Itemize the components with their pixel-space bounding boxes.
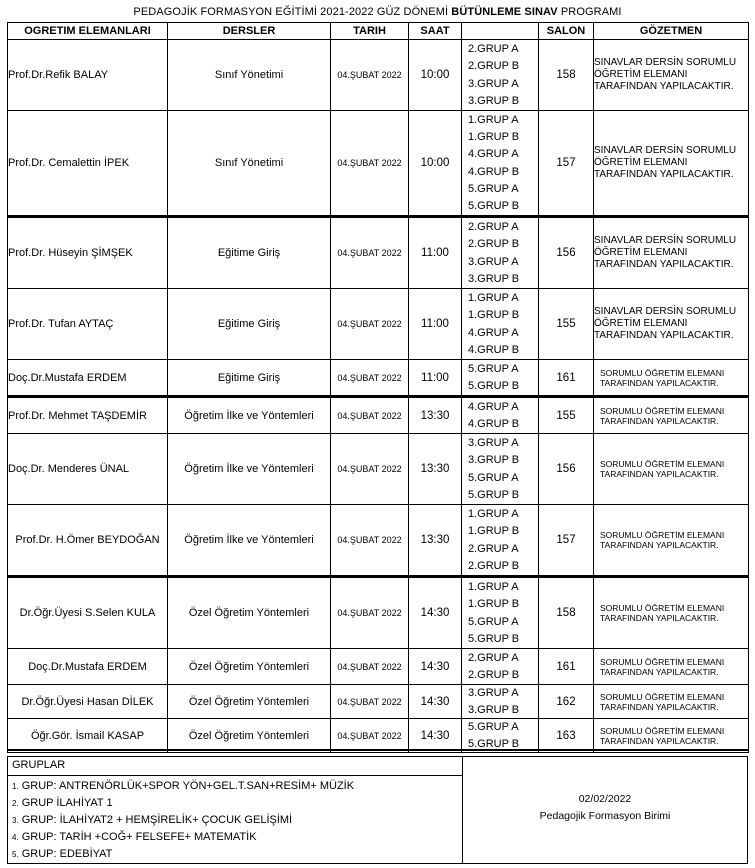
group-list <box>462 577 539 649</box>
table-row <box>8 111 749 217</box>
legend-item-number: 5. <box>12 850 19 859</box>
title-prefix: PEDAGOJİK FORMASYON EĞİTİMİ 2021-2022 GÜZ DÖNEMİ <box>133 6 449 18</box>
group-item: 5.GRUP A <box>468 362 519 375</box>
legend-item-text: GRUP: EDEBİYAT <box>18 848 113 860</box>
exam-room: 155 <box>539 397 594 434</box>
group-item: 2.GRUP A <box>468 542 519 555</box>
legend-unit: Pedagojik Formasyon Birimi <box>539 810 671 822</box>
table-header-row <box>8 23 749 40</box>
table-row <box>8 649 749 685</box>
course-name: Özel Öğretim Yöntemleri <box>168 649 331 685</box>
group-item: 2.GRUP B <box>468 669 520 682</box>
exam-room: 163 <box>539 719 594 753</box>
instructor-name: Doç.Dr.Mustafa ERDEM <box>8 360 168 397</box>
group-item: 2.GRUP B <box>468 60 520 73</box>
header-room: SALON <box>539 23 594 40</box>
group-item: 3.GRUP A <box>468 687 519 700</box>
group-item: 1.GRUP B <box>468 130 520 143</box>
proctor-note: SORUMLU ÖĞRETİM ELEMANI TARAFINDAN YAPILACAKTIR. <box>594 397 749 434</box>
group-item: 5.GRUP B <box>468 200 520 213</box>
course-name: Öğretim İlke ve Yöntemleri <box>168 505 331 577</box>
group-list <box>462 360 539 397</box>
exam-date: 04.ŞUBAT 2022 <box>331 649 409 685</box>
group-list <box>462 40 539 111</box>
course-name: Eğitime Giriş <box>168 289 331 360</box>
exam-room: 161 <box>539 360 594 397</box>
legend-item <box>12 846 354 863</box>
group-list-wrap <box>462 398 538 433</box>
exam-date: 04.ŞUBAT 2022 <box>331 111 409 217</box>
group-item: 2.GRUP A <box>468 651 519 664</box>
group-list <box>462 111 539 217</box>
exam-room: 157 <box>539 111 594 217</box>
proctor-note: SINAVLAR DERSİN SORUMLU ÖĞRETİM ELEMANI TARAFINDAN YAPILACAKTIR. <box>594 217 749 289</box>
group-item: 1.GRUP A <box>468 113 519 126</box>
group-list <box>462 649 539 685</box>
group-list-wrap <box>462 360 538 395</box>
exam-room: 162 <box>539 685 594 719</box>
group-item: 3.GRUP A <box>468 255 519 268</box>
group-item: 3.GRUP B <box>468 273 520 286</box>
instructor-name: Prof.Dr. Mehmet TAŞDEMİR <box>8 397 168 434</box>
group-item: 1.GRUP B <box>468 525 520 538</box>
legend-item-text: GRUP: ANTRENÖRLÜK+SPOR YÖN+GEL.T.SAN+RESİM+ MÜZİK <box>18 780 355 792</box>
exam-room: 156 <box>539 434 594 505</box>
legend-groups-panel <box>8 757 463 863</box>
page-title <box>0 6 755 18</box>
group-item: 5.GRUP B <box>468 380 520 393</box>
header-date: TARIH <box>331 23 409 40</box>
group-item: 5.GRUP A <box>468 471 519 484</box>
group-item: 4.GRUP B <box>468 344 520 357</box>
exam-date: 04.ŞUBAT 2022 <box>331 685 409 719</box>
group-item: 2.GRUP B <box>468 560 520 573</box>
exam-room: 157 <box>539 505 594 577</box>
group-item: 1.GRUP A <box>468 507 519 520</box>
legend-item-number: 3. <box>12 816 19 825</box>
exam-time: 13:30 <box>409 434 462 505</box>
group-list-wrap <box>462 578 538 648</box>
legend-item <box>12 795 354 812</box>
legend-title: GRUPLAR <box>12 759 66 771</box>
group-item: 3.GRUP A <box>468 77 519 90</box>
group-list <box>462 685 539 719</box>
exam-date: 04.ŞUBAT 2022 <box>331 505 409 577</box>
proctor-note: SORUMLU ÖĞRETİM ELEMANI TARAFINDAN YAPILACAKTIR. <box>594 434 749 505</box>
group-list-wrap <box>462 649 538 684</box>
exam-date: 04.ŞUBAT 2022 <box>331 360 409 397</box>
legend-item-number: 2. <box>12 799 19 808</box>
exam-time: 11:00 <box>409 289 462 360</box>
legend-item-text: GRUP: TARİH +COĞ+ FELSEFE+ MATEMATİK <box>18 831 257 843</box>
exam-date: 04.ŞUBAT 2022 <box>331 577 409 649</box>
course-name: Özel Öğretim Yöntemleri <box>168 577 331 649</box>
exam-room: 158 <box>539 40 594 111</box>
exam-room: 158 <box>539 577 594 649</box>
exam-schedule-table <box>7 22 749 753</box>
instructor-name: Dr.Öğr.Üyesi S.Selen KULA <box>8 577 168 649</box>
group-item: 1.GRUP A <box>468 291 519 304</box>
group-list <box>462 397 539 434</box>
group-list-wrap <box>462 719 538 752</box>
instructor-name: Prof.Dr. H.Ömer BEYDOĞAN <box>8 505 168 577</box>
group-item: 3.GRUP B <box>468 703 520 716</box>
title-suffix: PROGRAMI <box>560 6 622 18</box>
exam-room: 161 <box>539 649 594 685</box>
group-item: 1.GRUP B <box>468 309 520 322</box>
group-item: 1.GRUP A <box>468 580 519 593</box>
group-item: 5.GRUP B <box>468 489 520 502</box>
header-name: OGRETIM ELEMANLARI <box>8 23 168 40</box>
table-row <box>8 40 749 111</box>
exam-time: 10:00 <box>409 111 462 217</box>
instructor-name: Prof.Dr. Tufan AYTAÇ <box>8 289 168 360</box>
group-list <box>462 719 539 753</box>
legend-divider <box>8 775 462 776</box>
group-item: 5.GRUP A <box>468 721 519 734</box>
proctor-note: SORUMLU ÖĞRETİM ELEMANI TARAFINDAN YAPILACAKTIR. <box>594 505 749 577</box>
course-name: Eğitime Giriş <box>168 360 331 397</box>
group-list-wrap <box>462 505 538 575</box>
course-name: Özel Öğretim Yöntemleri <box>168 685 331 719</box>
exam-date: 04.ŞUBAT 2022 <box>331 719 409 753</box>
legend-item-number: 4. <box>12 833 19 842</box>
group-list-wrap <box>462 218 538 288</box>
group-item: 1.GRUP B <box>468 598 520 611</box>
group-item: 3.GRUP B <box>468 95 520 108</box>
exam-time: 10:00 <box>409 40 462 111</box>
exam-date: 04.ŞUBAT 2022 <box>331 434 409 505</box>
table-row <box>8 217 749 289</box>
course-name: Öğretim İlke ve Yöntemleri <box>168 397 331 434</box>
table-row <box>8 577 749 649</box>
group-list <box>462 434 539 505</box>
table-row <box>8 397 749 434</box>
exam-date: 04.ŞUBAT 2022 <box>331 217 409 289</box>
course-name: Sınıf Yönetimi <box>168 40 331 111</box>
legend-item <box>12 812 354 829</box>
proctor-note: SORUMLU ÖĞRETİM ELEMANI TARAFINDAN YAPILACAKTIR. <box>594 685 749 719</box>
exam-date: 04.ŞUBAT 2022 <box>331 40 409 111</box>
table-row <box>8 289 749 360</box>
table-row <box>8 685 749 719</box>
legend-items <box>12 778 354 863</box>
instructor-name: Prof.Dr. Cemalettin İPEK <box>8 111 168 217</box>
group-list-wrap <box>462 289 538 359</box>
group-item: 3.GRUP A <box>468 436 519 449</box>
instructor-name: Doç.Dr. Menderes ÜNAL <box>8 434 168 505</box>
exam-time: 14:30 <box>409 577 462 649</box>
group-list-wrap <box>462 40 538 110</box>
course-name: Özel Öğretim Yöntemleri <box>168 719 331 753</box>
title-bold: BÜTÜNLEME SINAV <box>451 6 558 18</box>
proctor-note: SORUMLU ÖĞRETİM ELEMANI TARAFINDAN YAPILACAKTIR. <box>594 360 749 397</box>
proctor-note: SORUMLU ÖĞRETİM ELEMANI TARAFINDAN YAPILACAKTIR. <box>594 719 749 753</box>
exam-room: 156 <box>539 217 594 289</box>
group-item: 4.GRUP A <box>468 326 519 339</box>
exam-time: 11:00 <box>409 360 462 397</box>
course-name: Sınıf Yönetimi <box>168 111 331 217</box>
legend-item-number: 1. <box>12 782 19 791</box>
proctor-note: SINAVLAR DERSİN SORUMLU ÖĞRETİM ELEMANI TARAFINDAN YAPILACAKTIR. <box>594 289 749 360</box>
group-list <box>462 289 539 360</box>
group-item: 3.GRUP B <box>468 454 520 467</box>
table-row <box>8 719 749 753</box>
legend-item <box>12 778 354 795</box>
group-item: 4.GRUP B <box>468 418 520 431</box>
exam-time: 11:00 <box>409 217 462 289</box>
table-row <box>8 434 749 505</box>
instructor-name: Öğr.Gör. İsmail KASAP <box>8 719 168 753</box>
proctor-note: SINAVLAR DERSİN SORUMLU ÖĞRETİM ELEMANI TARAFINDAN YAPILACAKTIR. <box>594 40 749 111</box>
exam-time: 14:30 <box>409 649 462 685</box>
group-item: 2.GRUP A <box>468 42 519 55</box>
group-item: 2.GRUP B <box>468 238 520 251</box>
exam-room: 155 <box>539 289 594 360</box>
group-list-wrap <box>462 111 538 215</box>
divider <box>7 749 748 751</box>
group-item: 4.GRUP A <box>468 400 519 413</box>
course-name: Öğretim İlke ve Yöntemleri <box>168 434 331 505</box>
groups-legend <box>7 756 748 864</box>
exam-time: 13:30 <box>409 505 462 577</box>
proctor-note: SINAVLAR DERSİN SORUMLU ÖĞRETİM ELEMANI TARAFINDAN YAPILACAKTIR. <box>594 111 749 217</box>
instructor-name: Prof.Dr. Hüseyin ŞİMŞEK <box>8 217 168 289</box>
exam-time: 13:30 <box>409 397 462 434</box>
instructor-name: Doç.Dr.Mustafa ERDEM <box>8 649 168 685</box>
exam-time: 14:30 <box>409 685 462 719</box>
header-groups <box>462 23 539 40</box>
legend-signature-panel <box>463 757 747 863</box>
header-time: SAAT <box>409 23 462 40</box>
group-item: 4.GRUP A <box>468 148 519 161</box>
group-item: 5.GRUP B <box>468 633 520 646</box>
group-item: 5.GRUP A <box>468 615 519 628</box>
instructor-name: Prof.Dr.Refik BALAY <box>8 40 168 111</box>
group-item: 5.GRUP B <box>468 737 520 750</box>
group-list <box>462 505 539 577</box>
table-row <box>8 360 749 397</box>
legend-item-text: GRUP: İLAHİYAT2 + HEMŞİRELİK+ ÇOCUK GELİŞİMİ <box>18 814 293 826</box>
exam-time: 14:30 <box>409 719 462 753</box>
exam-date: 04.ŞUBAT 2022 <box>331 397 409 434</box>
header-course: DERSLER <box>168 23 331 40</box>
group-item: 4.GRUP B <box>468 165 520 178</box>
course-name: Eğitime Giriş <box>168 217 331 289</box>
group-item: 2.GRUP A <box>468 220 519 233</box>
instructor-name: Dr.Öğr.Üyesi Hasan DİLEK <box>8 685 168 719</box>
exam-date: 04.ŞUBAT 2022 <box>331 289 409 360</box>
proctor-note: SORUMLU ÖĞRETİM ELEMANI TARAFINDAN YAPILACAKTIR. <box>594 649 749 685</box>
legend-date: 02/02/2022 <box>578 793 632 805</box>
group-list-wrap <box>462 685 538 718</box>
group-item: 5.GRUP A <box>468 182 519 195</box>
group-list <box>462 217 539 289</box>
legend-item <box>12 829 354 846</box>
group-list-wrap <box>462 434 538 504</box>
proctor-note: SORUMLU ÖĞRETİM ELEMANI TARAFINDAN YAPILACAKTIR. <box>594 577 749 649</box>
legend-item-text: GRUP İLAHİYAT 1 <box>18 797 113 809</box>
header-proctor: GÖZETMEN <box>594 23 749 40</box>
table-row <box>8 505 749 577</box>
